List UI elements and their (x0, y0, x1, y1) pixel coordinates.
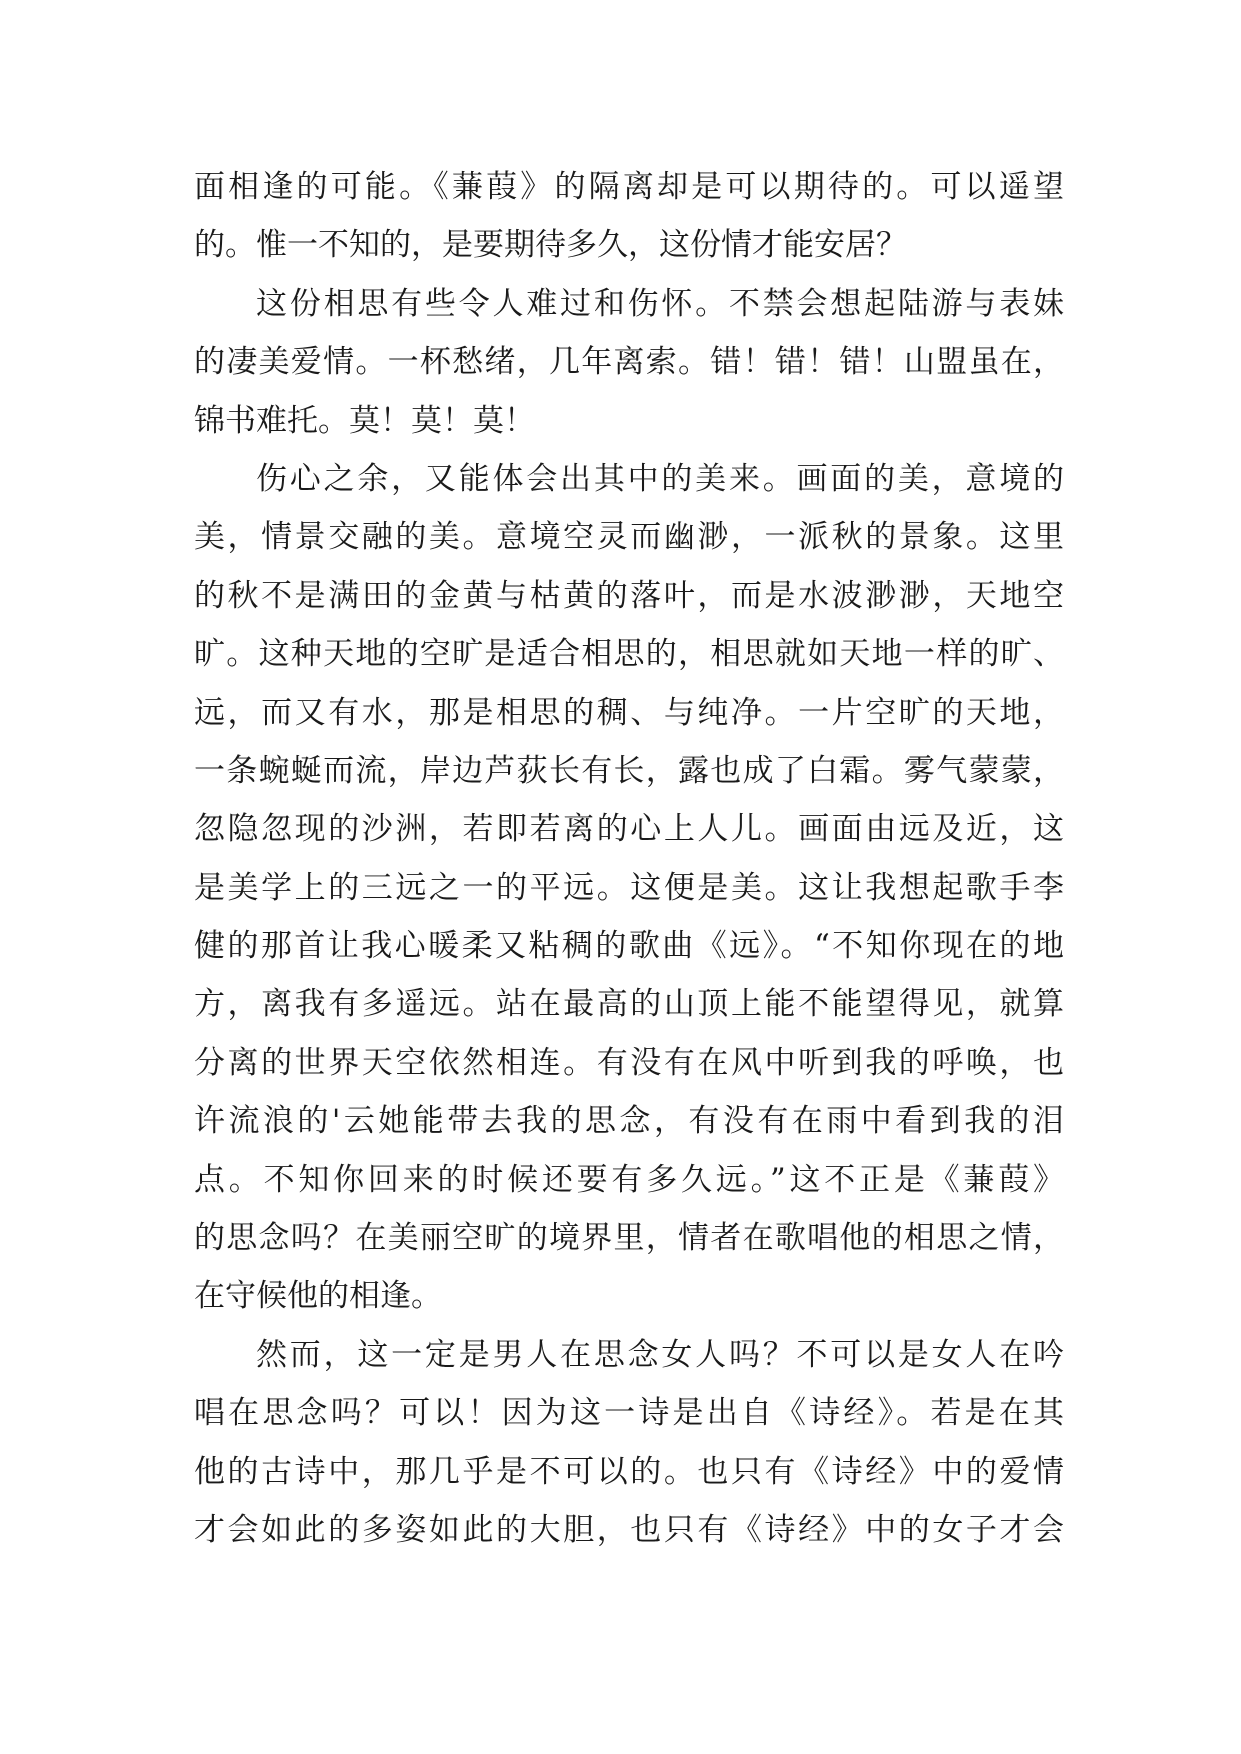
text-line: 分离的世界天空依然相连。有没有在风中听到我的呼唤，也 (194, 1044, 1064, 1081)
text-line: 方，离我有多遥远。站在最高的山顶上能不能望得见，就算 (194, 986, 1064, 1023)
text-line: 健的那首让我心暖柔又粘稠的歌曲《远》。“不知你现在的地 (194, 928, 1064, 965)
text-line: 唱在思念吗？可以！因为这一诗是出自《诗经》。若是在其 (194, 1395, 1064, 1432)
paragraph-4 (194, 1326, 1064, 1560)
text-line: 点。不知你回来的时候还要有多久远。”这不正是《蒹葭》 (194, 1161, 1064, 1198)
text-line: 伤心之余，又能体会出其中的美来。画面的美，意境的 (256, 460, 1064, 497)
text-line: 美，情景交融的美。意境空灵而幽渺，一派秋的景象。这里 (194, 519, 1064, 556)
text-line: 是美学上的三远之一的平远。这便是美。这让我想起歌手李 (194, 869, 1064, 906)
text-line: 的凄美爱情。一杯愁绪，几年离索。错！错！错！山盟虽在， (194, 344, 1064, 381)
text-line: 在守候他的相逢。 (194, 1278, 442, 1315)
paragraph-2 (194, 275, 1064, 450)
text-line: 旷。这种天地的空旷是适合相思的，相思就如天地一样的旷、 (194, 636, 1064, 673)
text-line: 这份相思有些令人难过和伤怀。不禁会想起陆游与表妹 (256, 285, 1064, 322)
text-line: 锦书难托。莫！莫！莫！ (194, 402, 535, 439)
document-body (194, 158, 1064, 1559)
text-line: 才会如此的多姿如此的大胆，也只有《诗经》中的女子才会 (194, 1511, 1064, 1548)
text-line: 他的古诗中，那几乎是不可以的。也只有《诗经》中的爱情 (194, 1453, 1064, 1490)
paragraph-1 (194, 158, 1064, 275)
text-line: 然而，这一定是男人在思念女人吗？不可以是女人在吟 (256, 1336, 1064, 1373)
text-line: 忽隐忽现的沙洲，若即若离的心上人儿。画面由远及近，这 (194, 811, 1064, 848)
text-line: 一条蜿蜒而流，岸边芦荻长有长，露也成了白霜。雾气蒙蒙， (194, 752, 1064, 789)
text-line: 的思念吗？在美丽空旷的境界里，情者在歌唱他的相思之情， (194, 1220, 1064, 1257)
text-line: 许流浪的'云她能带去我的思念，有没有在雨中看到我的泪 (194, 1103, 1064, 1140)
text-line: 的。惟一不知的，是要期待多久，这份情才能安居？ (194, 227, 907, 264)
text-line: 的秋不是满田的金黄与枯黄的落叶，而是水波渺渺，天地空 (194, 577, 1064, 614)
text-line: 远，而又有水，那是相思的稠、与纯净。一片空旷的天地， (194, 694, 1064, 731)
paragraph-3 (194, 450, 1064, 1326)
text-line: 面相逢的可能。《蒹葭》的隔离却是可以期待的。可以遥望 (194, 169, 1064, 205)
